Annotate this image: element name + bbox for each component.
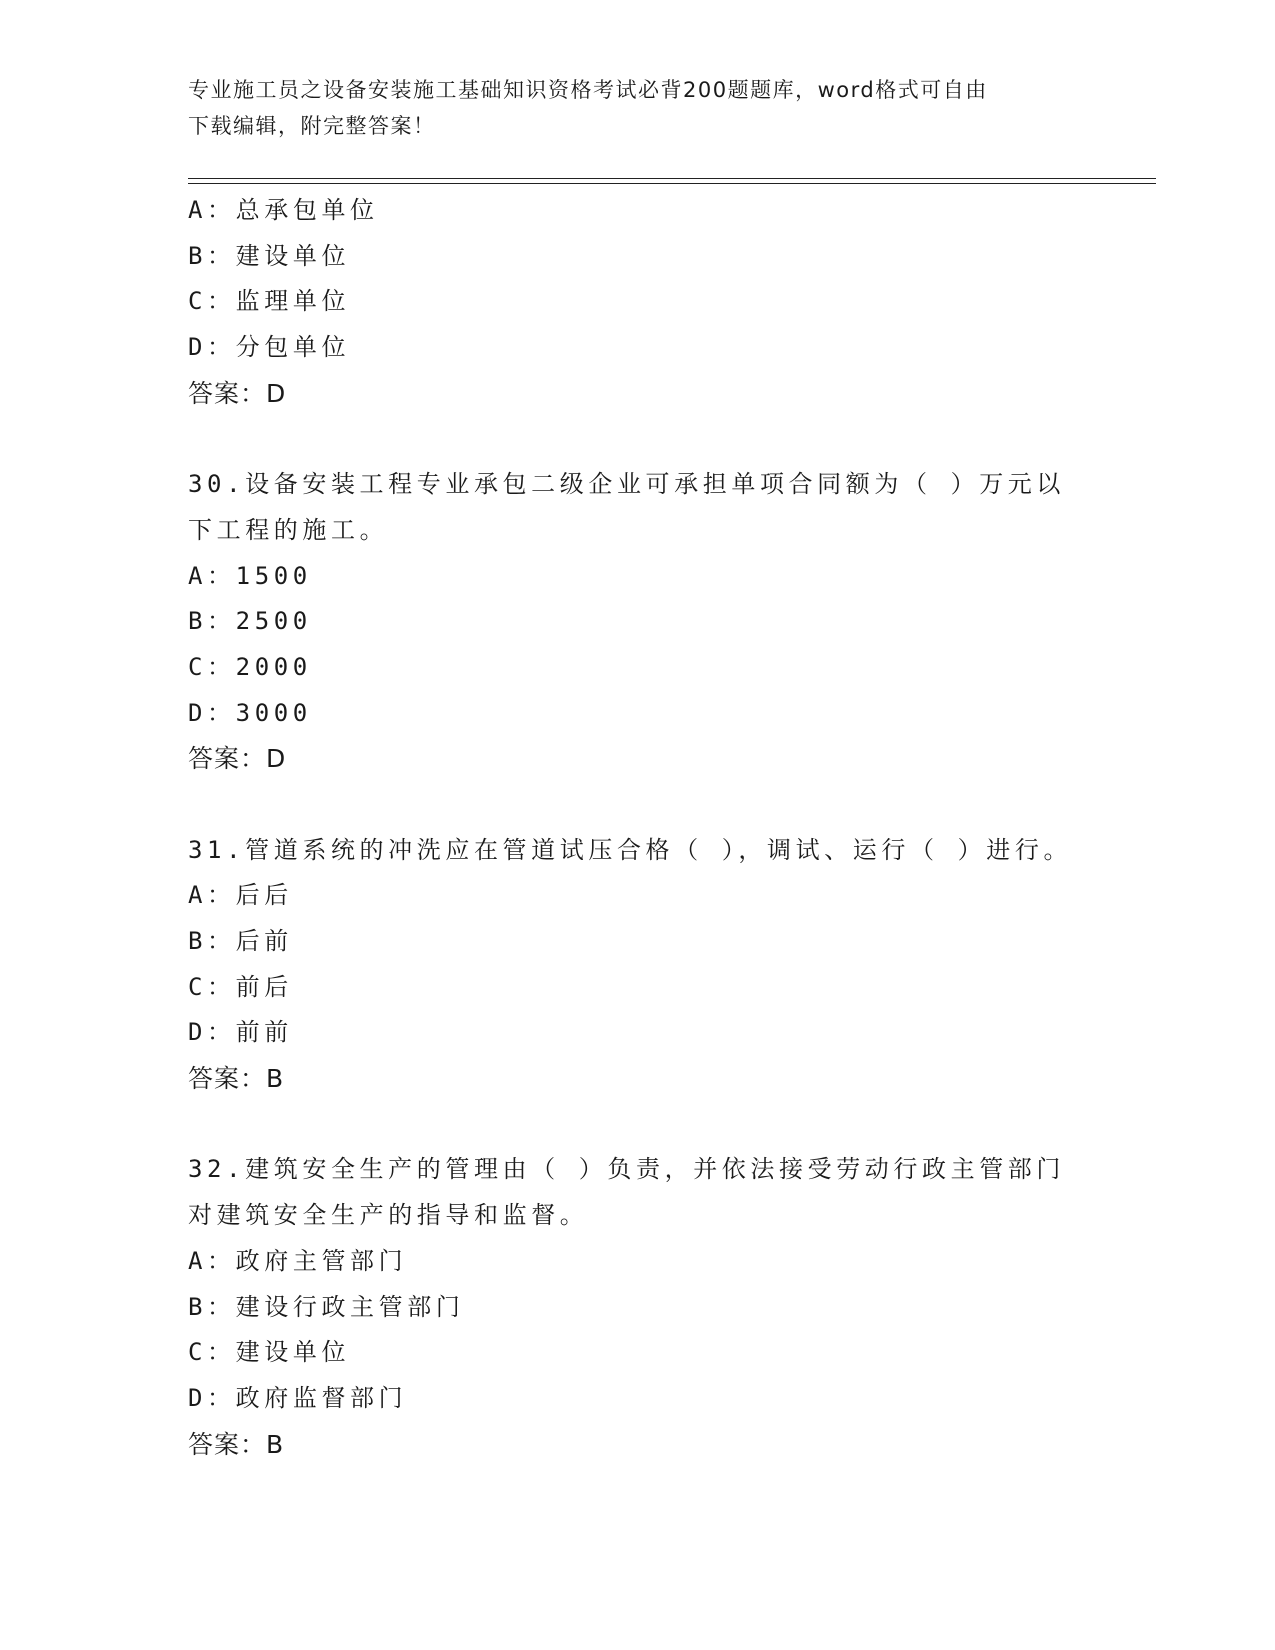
question-stem-line: 30.设备安装工程专业承包二级企业可承担单项合同额为（ ）万元以 — [188, 470, 1065, 499]
question-stem-line: 31.管道系统的冲洗应在管道试压合格（ ），调试、运行（ ）进行。 — [188, 835, 1073, 864]
question-spacer — [188, 782, 1088, 828]
question-spacer — [188, 416, 1088, 462]
option-b: B：后前 — [188, 927, 293, 955]
header-line-1: 专业施工员之设备安装施工基础知识资格考试必背200题题库，word格式可自由 — [188, 78, 988, 102]
option-a: A：1500 — [188, 561, 312, 590]
answer-text: 答案：D — [188, 378, 287, 408]
header-line-2: 下载编辑，附完整答案！ — [188, 114, 436, 138]
option-c: C：2000 — [188, 652, 312, 681]
question-stem-line: 32.建筑安全生产的管理由（ ）负责，并依法接受劳动行政主管部门 — [188, 1155, 1065, 1184]
option-c: C：前后 — [188, 972, 293, 1001]
document-header — [188, 72, 1068, 144]
question-stem-line: 下工程的施工。 — [188, 515, 389, 544]
option-c: C：建设单位 — [188, 1338, 351, 1367]
answer-text: 答案：B — [188, 1429, 285, 1459]
option-b: B：建设行政主管部门 — [188, 1292, 465, 1321]
question-31 — [188, 828, 1088, 1102]
option-a: A：总承包单位 — [188, 196, 379, 224]
question-spacer — [188, 1102, 1088, 1148]
option-a: A：政府主管部门 — [188, 1246, 408, 1275]
option-b: B：2500 — [188, 607, 312, 636]
option-d: D：前前 — [188, 1018, 293, 1047]
option-a: A：后后 — [188, 881, 293, 910]
question-30 — [188, 462, 1088, 782]
option-c: C：监理单位 — [188, 287, 351, 316]
answer-text: 答案：B — [188, 1064, 285, 1094]
answer-text: 答案：D — [188, 744, 287, 774]
question-stem-line: 对建筑安全生产的指导和监督。 — [188, 1201, 589, 1230]
header-divider-bottom — [188, 183, 1156, 184]
question-32 — [188, 1147, 1088, 1467]
option-d: D：分包单位 — [188, 333, 351, 362]
option-d: D：政府监督部门 — [188, 1383, 408, 1412]
header-divider-top — [188, 178, 1156, 179]
question-29-continued — [188, 188, 1088, 416]
option-b: B：建设单位 — [188, 241, 351, 270]
option-d: D：3000 — [188, 698, 312, 727]
question-list — [188, 188, 1088, 1467]
